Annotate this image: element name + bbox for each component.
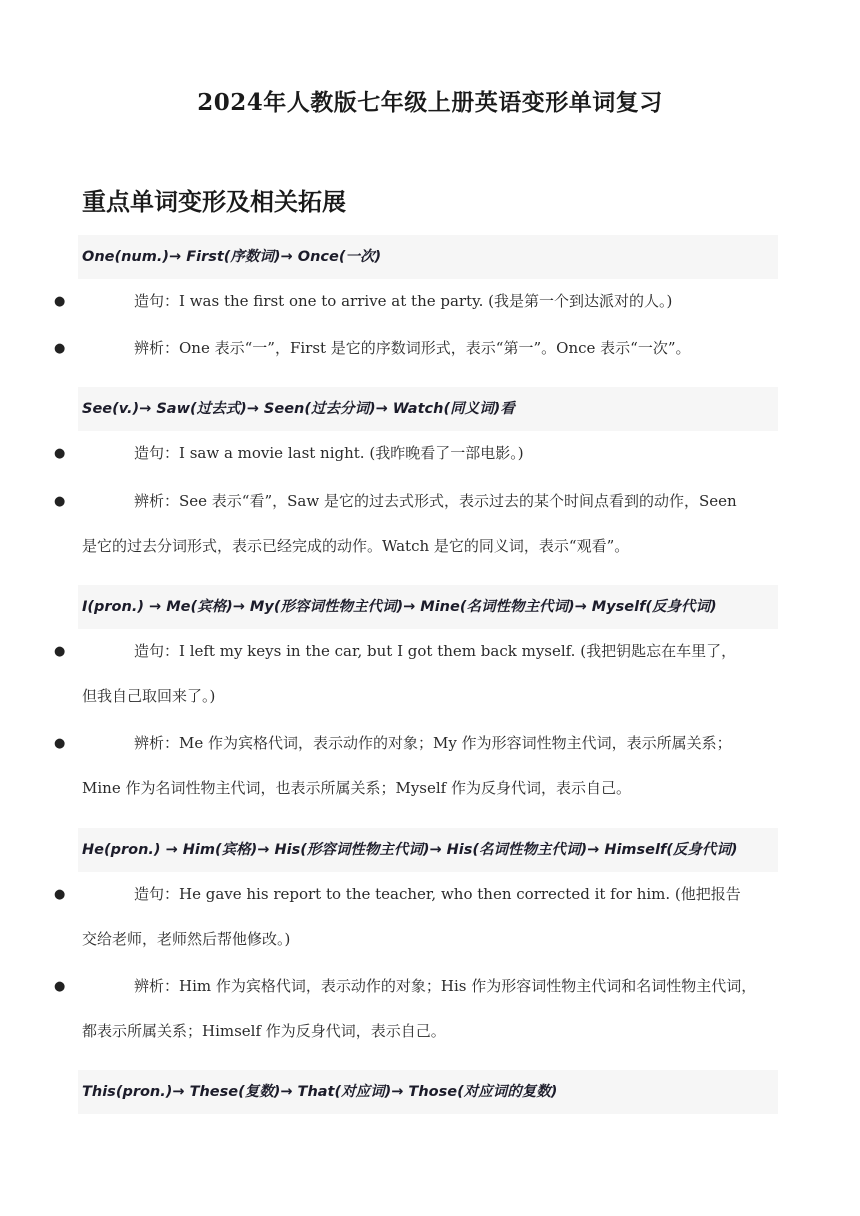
example-line: 造句：I left my keys in the car, but I got them back myself. (我把钥匙忘在车里了， [134,642,737,660]
analysis-line: 辨析：One 表示“一”，First 是它的序数词形式，表示“第一”。Once 表示“一次”。 [134,339,691,357]
analysis-line: 辨析：Me 作为宾格代词，表示动作的对象；My 作为形容词性物主代词，表示所属关系； [134,734,732,752]
analysis-line-continued: Mine 作为名词性物主代词，也表示所属关系；Myself 作为反身代词，表示自己。 [82,779,631,797]
analysis-he [54,964,778,1054]
bullet-dot: ● [54,979,66,994]
analysis-line: 辨析：See 表示“看”，Saw 是它的过去式形式，表示过去的某个时间点看到的动作，Seen [134,492,737,510]
bullet-dot: ● [54,341,66,356]
analysis-i [54,721,778,811]
analysis-line-continued: 都表示所属关系；Himself 作为反身代词，表示自己。 [82,1022,446,1040]
bullet-dot: ● [54,887,66,902]
bullet-dot: ● [54,736,66,751]
bullet-dot: ● [54,644,66,659]
analysis-see [54,479,778,569]
example-line: 造句：I was the first one to arrive at the party. (我是第一个到达派对的人。) [134,292,673,310]
page-title: 2024年人教版七年级上册英语变形单词复习 [197,89,663,116]
word-entry-header-this: This(pron.)→ These(复数)→ That(对应词)→ Those(对应词的复数) [78,1070,778,1114]
example-line-continued: 但我自己取回来了。) [82,687,216,705]
word-entry-header-see: See(v.)→ Saw(过去式)→ Seen(过去分词)→ Watch(同义词)看 [78,387,778,431]
example-sentence-one [54,279,778,324]
bullet-dot: ● [54,294,66,309]
example-sentence-i [54,629,778,719]
example-sentence-see [54,431,778,476]
analysis-one [54,326,778,371]
word-entry-header-one: One(num.)→ First(序数词)→ Once(一次) [78,235,778,279]
example-line-continued: 交给老师，老师然后帮他修改。) [82,930,291,948]
example-line: 造句：I saw a movie last night. (我昨晚看了一部电影。) [134,444,524,462]
section-heading: 重点单词变形及相关拓展 [82,187,346,216]
bullet-dot: ● [54,446,66,461]
word-entry-header-i: I(pron.) → Me(宾格)→ My(形容词性物主代词)→ Mine(名词性物主代词)→ Myself(反身代词) [78,585,778,629]
word-entry-header-he: He(pron.) → Him(宾格)→ His(形容词性物主代词)→ His(名词性物主代词)→ Himself(反身代词) [78,828,778,872]
analysis-line-continued: 是它的过去分词形式，表示已经完成的动作。Watch 是它的同义词，表示“观看”。 [82,537,630,555]
example-line: 造句：He gave his report to the teacher, who then corrected it for him. (他把报告 [134,885,741,903]
analysis-line: 辨析：Him 作为宾格代词，表示动作的对象；His 作为形容词性物主代词和名词性物主代词， [134,977,757,995]
bullet-dot: ● [54,494,66,509]
example-sentence-he [54,872,778,962]
